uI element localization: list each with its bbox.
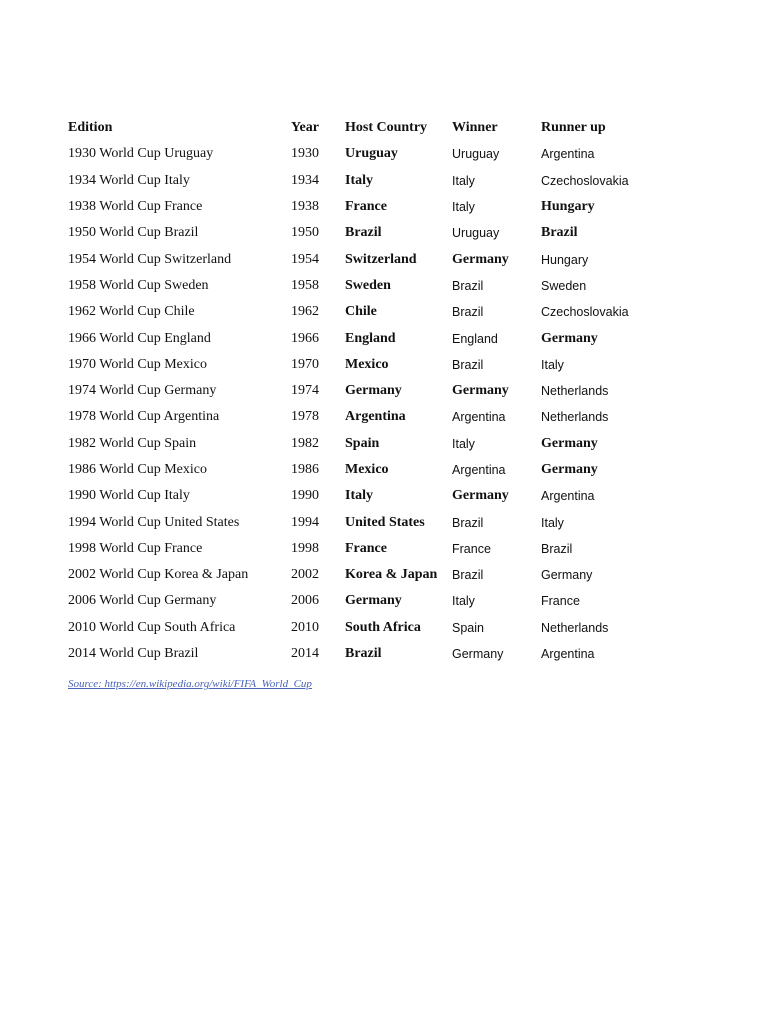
cell-winner: England	[452, 331, 498, 346]
header-winner: Winner	[452, 120, 498, 136]
cell-host-country: Spain	[345, 435, 380, 451]
cell-year: 2006	[291, 593, 319, 609]
header-year: Year	[291, 120, 319, 136]
cell-year: 1970	[291, 356, 319, 372]
cell-edition: 1950 World Cup Brazil	[68, 225, 199, 241]
cell-year: 1998	[291, 540, 319, 556]
cell-runner-up: Italy	[541, 515, 564, 530]
cell-edition: 1954 World Cup Switzerland	[68, 251, 232, 267]
cell-runner-up: Argentina	[541, 147, 595, 162]
cell-year: 1974	[291, 383, 319, 399]
cell-runner-up: Italy	[541, 357, 564, 372]
cell-host-country: England	[345, 330, 396, 346]
table-row	[64, 404, 657, 430]
cell-runner-up: Germany	[541, 462, 598, 477]
cell-edition: 1962 World Cup Chile	[68, 304, 195, 320]
cell-edition: 1974 World Cup Germany	[68, 383, 217, 399]
cell-edition: 1986 World Cup Mexico	[68, 462, 207, 477]
cell-host-country: Uruguay	[345, 146, 398, 162]
cell-winner: Brazil	[452, 568, 484, 583]
cell-host-country: Italy	[345, 172, 373, 188]
cell-year: 1930	[291, 146, 319, 162]
cell-runner-up: Germany	[541, 330, 598, 346]
table-row	[64, 246, 657, 272]
cell-year: 1934	[291, 172, 319, 188]
source-link[interactable]: Source: https://en.wikipedia.org/wiki/FIFA_World_Cup	[68, 678, 312, 690]
cell-runner-up: Germany	[541, 568, 593, 583]
header-row	[64, 115, 657, 141]
cell-winner: Brazil	[452, 357, 484, 372]
table-row	[64, 588, 657, 614]
cell-host-country: Germany	[345, 383, 402, 399]
cell-edition: 2014 World Cup Brazil	[68, 646, 199, 662]
cell-winner: Italy	[452, 173, 475, 188]
table-row	[64, 168, 657, 194]
cell-runner-up: Czechoslovakia	[541, 305, 629, 320]
table-row	[64, 509, 657, 535]
cell-year: 1958	[291, 277, 319, 293]
table-row	[64, 299, 657, 325]
cell-host-country: Korea & Japan	[345, 567, 438, 583]
cell-host-country: Brazil	[345, 225, 382, 241]
cell-year: 1986	[291, 462, 319, 477]
cell-host-country: Brazil	[345, 646, 382, 662]
table-row	[64, 273, 657, 299]
cell-year: 1962	[291, 304, 319, 320]
cell-edition: 1994 World Cup United States	[68, 514, 240, 530]
cell-runner-up: Brazil	[541, 541, 573, 556]
cell-runner-up: Argentina	[541, 489, 595, 504]
cell-host-country: United States	[345, 514, 425, 530]
cell-year: 1938	[291, 199, 319, 215]
cell-winner: Italy	[452, 594, 475, 609]
cell-edition: 1930 World Cup Uruguay	[68, 146, 214, 162]
cell-runner-up: Sweden	[541, 278, 587, 293]
cell-edition: 2010 World Cup South Africa	[68, 619, 236, 635]
cell-edition: 1938 World Cup France	[68, 199, 203, 215]
header-runner-up: Runner up	[541, 120, 606, 136]
cell-host-country: Mexico	[345, 462, 389, 477]
table-row	[64, 536, 657, 562]
cell-winner: Brazil	[452, 305, 484, 320]
cell-runner-up: Brazil	[541, 225, 578, 241]
cell-winner: Germany	[452, 383, 509, 399]
header-host-country: Host Country	[345, 120, 428, 136]
cell-winner: Argentina	[452, 463, 506, 477]
cell-runner-up: France	[541, 594, 580, 609]
cell-winner: Italy	[452, 436, 475, 451]
cell-edition: 1970 World Cup Mexico	[68, 356, 207, 372]
cell-year: 2014	[291, 646, 319, 662]
cell-host-country: Sweden	[345, 277, 391, 293]
cell-runner-up: Netherlands	[541, 410, 609, 425]
table-row	[64, 431, 657, 457]
cell-runner-up: Czechoslovakia	[541, 173, 629, 188]
cell-host-country: Switzerland	[345, 251, 417, 267]
cell-edition: 2002 World Cup Korea & Japan	[68, 567, 249, 583]
cell-runner-up: Hungary	[541, 199, 595, 215]
table-row	[64, 457, 657, 483]
cell-edition: 1958 World Cup Sweden	[68, 277, 209, 293]
world-cup-table	[64, 115, 657, 667]
cell-winner: Germany	[452, 488, 509, 504]
cell-runner-up: Argentina	[541, 647, 595, 662]
cell-runner-up: Germany	[541, 435, 598, 451]
cell-runner-up: Netherlands	[541, 620, 609, 635]
cell-year: 1950	[291, 225, 319, 241]
cell-edition: 1934 World Cup Italy	[68, 172, 190, 188]
table-row	[64, 220, 657, 246]
cell-winner: Argentina	[452, 410, 506, 425]
table-row	[64, 615, 657, 641]
table-row	[64, 194, 657, 220]
table-row	[64, 352, 657, 378]
cell-year: 1994	[291, 514, 319, 530]
cell-winner: Uruguay	[452, 226, 500, 241]
table-row	[64, 641, 657, 667]
table-row	[64, 325, 657, 351]
cell-edition: 1990 World Cup Italy	[68, 488, 190, 504]
header-edition: Edition	[68, 120, 113, 136]
cell-year: 1954	[291, 251, 319, 267]
cell-winner: Brazil	[452, 515, 484, 530]
cell-winner: France	[452, 541, 491, 556]
table-row	[64, 483, 657, 509]
cell-winner: Germany	[452, 647, 504, 662]
cell-edition: 1982 World Cup Spain	[68, 435, 197, 451]
cell-year: 1982	[291, 435, 319, 451]
cell-host-country: South Africa	[345, 619, 421, 635]
cell-host-country: Germany	[345, 593, 402, 609]
cell-year: 2002	[291, 567, 319, 583]
cell-winner: Brazil	[452, 278, 484, 293]
cell-winner: Spain	[452, 620, 484, 635]
cell-year: 2010	[291, 619, 319, 635]
cell-edition: 2006 World Cup Germany	[68, 593, 217, 609]
cell-runner-up: Hungary	[541, 252, 589, 267]
cell-host-country: Mexico	[345, 356, 389, 372]
table-row	[64, 562, 657, 588]
cell-host-country: Italy	[345, 488, 373, 504]
cell-edition: 1966 World Cup England	[68, 330, 211, 346]
cell-host-country: France	[345, 199, 387, 215]
table-row	[64, 378, 657, 404]
table-row	[64, 141, 657, 167]
cell-year: 1978	[291, 409, 319, 425]
cell-year: 1966	[291, 330, 319, 346]
cell-winner: Italy	[452, 200, 475, 215]
cell-edition: 1978 World Cup Argentina	[68, 409, 220, 425]
cell-winner: Germany	[452, 251, 509, 267]
cell-host-country: Chile	[345, 304, 377, 320]
cell-edition: 1998 World Cup France	[68, 540, 203, 556]
table-body	[64, 141, 657, 667]
cell-host-country: Argentina	[345, 409, 406, 425]
cell-year: 1990	[291, 488, 319, 504]
cell-host-country: France	[345, 540, 387, 556]
cell-runner-up: Netherlands	[541, 384, 609, 399]
cell-winner: Uruguay	[452, 147, 500, 162]
table-header	[64, 115, 657, 141]
